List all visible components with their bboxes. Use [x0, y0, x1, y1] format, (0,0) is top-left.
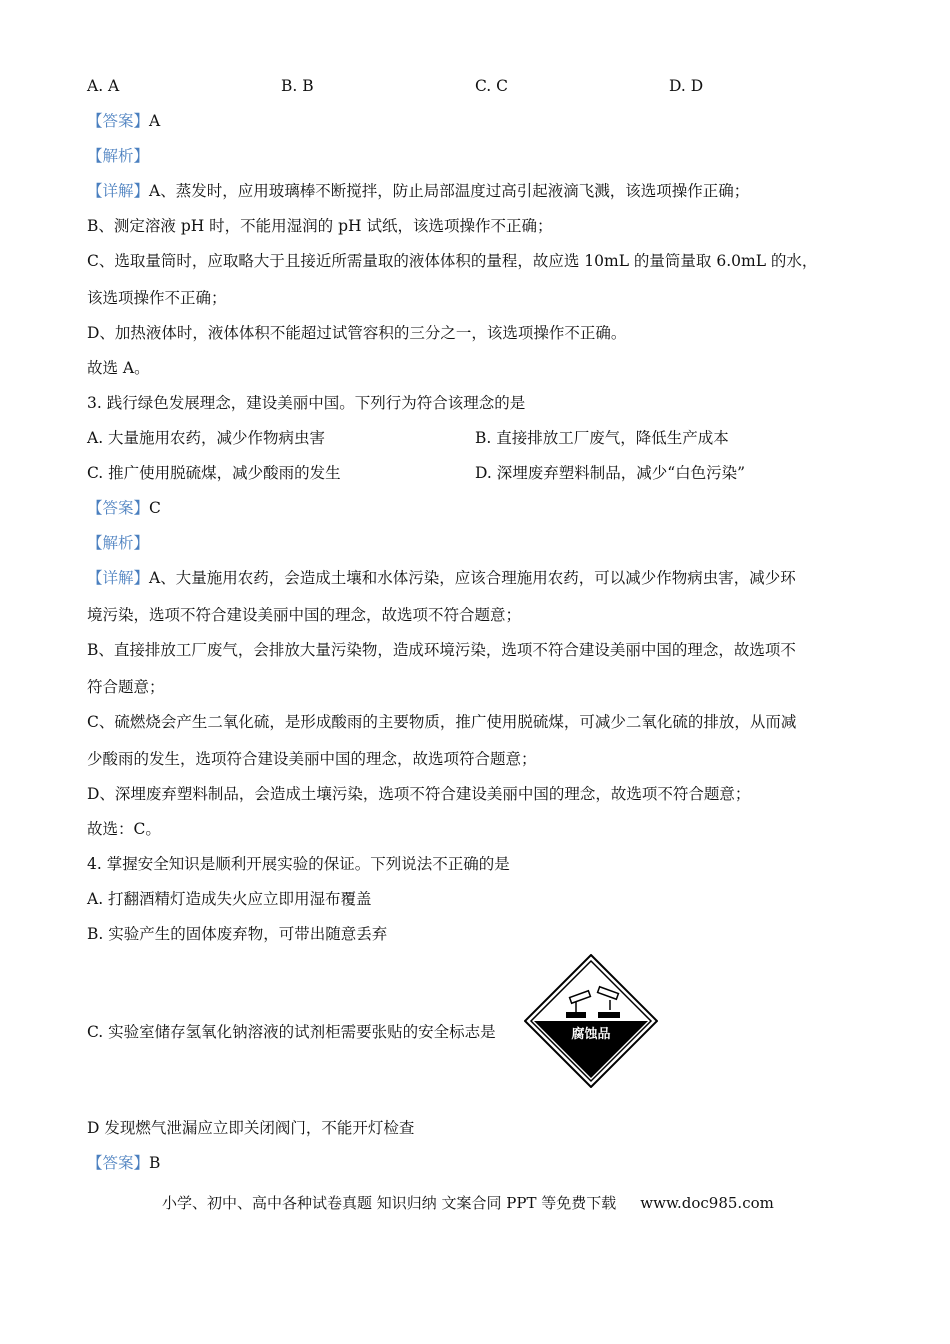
q2-option-a: A. A	[87, 77, 120, 95]
q3-detail-text-1: A、大量施用农药，会造成土壤和水体污染，应该合理施用农药，可以减少作物病虫害，减少环	[149, 569, 796, 587]
answer-tag: 【答案】	[87, 1154, 150, 1172]
q3-detail-4: 符合题意；	[87, 678, 165, 696]
q2-detail-5: D、加热液体时，液体体积不能超过试管容积的三分之一，该选项操作不正确。	[87, 324, 627, 342]
q2-detail-3: C、选取量筒时，应取略大于且接近所需量取的液体体积的量程，故应选 10mL 的量筒量取 6.0mL 的水，	[87, 252, 818, 270]
q2-option-d: D. D	[669, 77, 704, 95]
q3-detail-3: B、直接排放工厂废气，会排放大量污染物，造成环境污染，选项不符合建设美丽中国的理念，故选项不	[87, 641, 796, 659]
q3-option-c: C. 推广使用脱硫煤，减少酸雨的发生	[87, 464, 341, 482]
q3-detail-5: C、硫燃烧会产生二氧化硫，是形成酸雨的主要物质，推广使用脱硫煤，可减少二氧化硫的排放，从而减	[87, 713, 797, 731]
q2-detail-text-1: A、蒸发时，应用玻璃棒不断搅拌，防止局部温度过高引起液滴飞溅，该选项操作正确；	[149, 182, 750, 200]
q3-option-d: D. 深埋废弃塑料制品，减少“白色污染”	[475, 464, 746, 482]
q2-analysis-tag	[87, 146, 149, 166]
q3-analysis-tag	[87, 533, 149, 553]
detail-tag: 【详解】	[87, 569, 150, 587]
q4-answer: B	[149, 1154, 161, 1172]
q2-detail-2: B、测定溶液 pH 时，不能用湿润的 pH 试纸，该选项操作不正确；	[87, 217, 553, 235]
answer-tag: 【答案】	[87, 499, 150, 517]
footer-url[interactable]: www.doc985.com	[640, 1194, 774, 1212]
detail-tag: 【详解】	[87, 182, 150, 200]
q3-option-b: B. 直接排放工厂废气，降低生产成本	[475, 429, 729, 447]
q3-detail-7: D、深埋废弃塑料制品，会造成土壤污染，选项不符合建设美丽中国的理念，故选项不符合题意；	[87, 785, 751, 803]
q3-stem: 3. 践行绿色发展理念，建设美丽中国。下列行为符合该理念的是	[87, 394, 526, 412]
q2-detail-1	[87, 181, 749, 201]
q2-answer-line	[87, 111, 160, 131]
q2-option-b: B. B	[281, 77, 314, 95]
q4-stem: 4. 掌握安全知识是顺利开展实验的保证。下列说法不正确的是	[87, 855, 510, 873]
analysis-tag: 【解析】	[87, 534, 150, 552]
q4-option-b: B. 实验产生的固体废弃物，可带出随意丢弃	[87, 925, 388, 943]
q2-answer: A	[149, 112, 161, 130]
q2-detail-4: 该选项操作不正确；	[87, 289, 227, 307]
q2-conclusion: 故选 A。	[87, 359, 150, 377]
q4-option-d: D 发现燃气泄漏应立即关闭阀门，不能开灯检查	[87, 1119, 415, 1137]
q3-answer: C	[149, 499, 161, 517]
q4-option-c: C. 实验室储存氢氧化钠溶液的试剂柜需要张贴的安全标志是	[87, 1023, 496, 1041]
q3-conclusion: 故选：C。	[87, 820, 161, 838]
analysis-tag: 【解析】	[87, 147, 150, 165]
corrosive-hazard-sign	[524, 954, 658, 1088]
q2-option-c: C. C	[475, 77, 509, 95]
q3-detail-1	[87, 568, 796, 588]
q3-detail-6: 少酸雨的发生，选项符合建设美丽中国的理念，故选项符合题意；	[87, 750, 537, 768]
q3-option-a: A. 大量施用农药，减少作物病虫害	[87, 429, 326, 447]
answer-tag: 【答案】	[87, 112, 150, 130]
corrosive-sign-icon	[524, 954, 658, 1088]
footer-text: 小学、初中、高中各种试卷真题 知识归纳 文案合同 PPT 等免费下载	[162, 1194, 617, 1212]
q3-detail-2: 境污染，选项不符合建设美丽中国的理念，故选项不符合题意；	[87, 606, 522, 624]
sign-label: 腐蚀品	[571, 1027, 611, 1042]
q3-answer-line	[87, 498, 161, 518]
q4-answer-line	[87, 1153, 160, 1173]
q4-option-a: A. 打翻酒精灯造成失火应立即用湿布覆盖	[87, 890, 372, 908]
page-footer	[162, 1192, 774, 1213]
